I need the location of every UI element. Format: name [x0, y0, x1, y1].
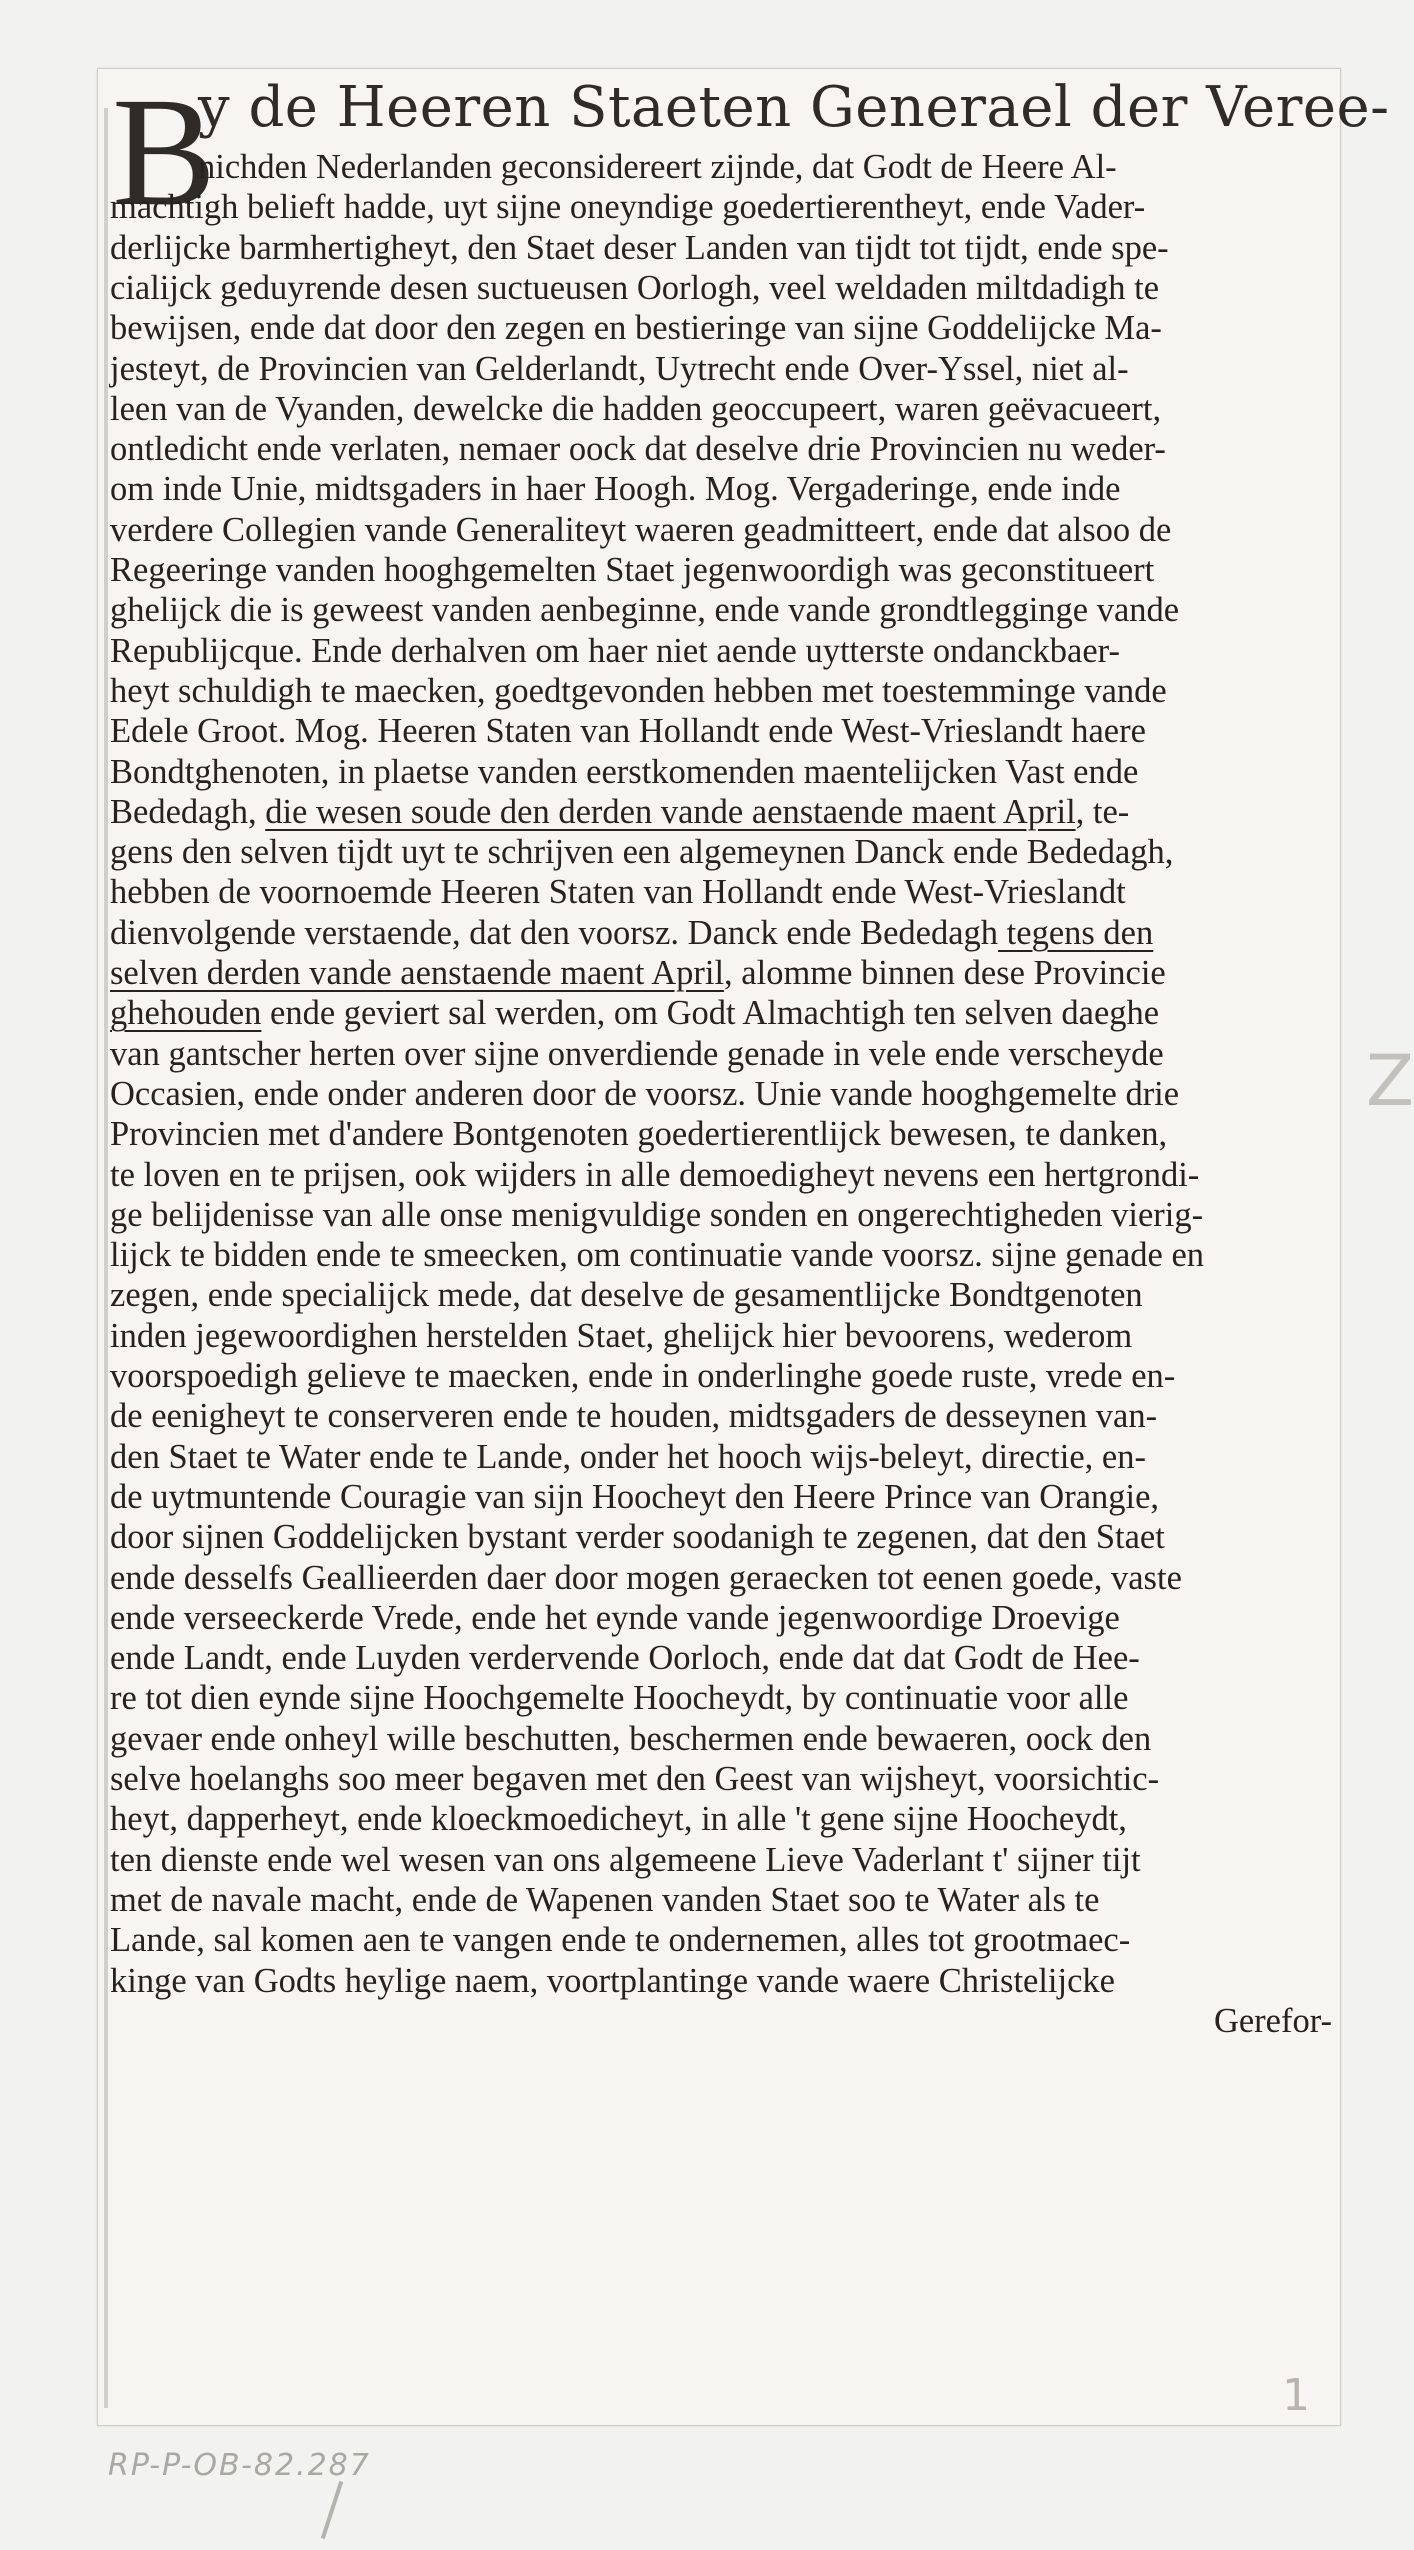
text-line [110, 1880, 1332, 1920]
text-line [110, 993, 1332, 1033]
text-segment: ghelijck die is geweest vanden aenbeginne, ende vande grondtlegginge vande [110, 591, 1180, 630]
catchword: Gerefor- [1213, 2001, 1332, 2040]
text-line [110, 1275, 1332, 1315]
text-segment: gevaer ende onheyl wille beschutten, beschermen ende bewaeren, oock den [110, 1719, 1152, 1758]
text-line [110, 1437, 1332, 1477]
inventory-number: RP-P-OB-82.287 [108, 2448, 371, 2483]
text-line [110, 671, 1332, 711]
text-line [110, 872, 1332, 912]
text-segment: inden jegewoordighen herstelden Staet, ghelijck hier bevoorens, wederom [110, 1316, 1133, 1355]
text-segment: Occasien, ende onder anderen door de voorsz. Unie vande hooghgemelte drie [110, 1074, 1180, 1113]
text-line [110, 1517, 1332, 1557]
text-segment: kinge van Godts heylige naem, voortplantinge vande waere Christelijcke [110, 1961, 1115, 2000]
text-segment: Bededagh, [110, 792, 266, 831]
text-line [110, 1598, 1332, 1638]
text-line [110, 1759, 1332, 1799]
text-line [110, 590, 1332, 630]
text-line [110, 1961, 1332, 2001]
text-line [110, 389, 1332, 429]
text-line [110, 1316, 1332, 1356]
text-segment: , alomme binnen dese Provincie [724, 954, 1166, 992]
text-line [110, 308, 1332, 348]
pencil-page-number: 1 [1282, 2370, 1310, 2421]
text-segment: selve hoelanghs soo meer begaven met den Geest van wijsheyt, voorsichtic- [110, 1760, 1160, 1798]
text-segment: Provincien met d'andere Bontgenoten goedertierentlijck bewesen, te danken, [110, 1115, 1168, 1154]
drop-cap-initial: B [112, 65, 217, 238]
text-line [110, 1477, 1332, 1517]
text-line [110, 832, 1332, 872]
text-segment: met de navale macht, ende de Wapenen vanden Staet soo te Water als te [110, 1880, 1100, 1919]
text-segment: den Staet te Water ende te Lande, onder het hooch wijs-beleyt, directie, en- [110, 1437, 1146, 1476]
text-line [110, 1396, 1332, 1436]
text-line [110, 1638, 1332, 1678]
text-line [110, 711, 1332, 751]
text-line [110, 429, 1332, 469]
text-segment: gens den selven tijdt uyt te schrijven een algemeynen Danck ende Bededagh, [110, 833, 1174, 872]
text-segment: hebben de voornoemde Heeren Staten van Hollandt ende West-Vrieslandt [110, 873, 1126, 912]
text-segment: Lande, sal komen aen te vangen ende te ondernemen, alles tot grootmaec- [110, 1921, 1131, 1960]
text-line [110, 1920, 1332, 1960]
text-segment: Regeeringe vanden hooghgemelten Staet jegenwoordigh was geconstitueert [110, 551, 1155, 589]
text-line [110, 1840, 1332, 1880]
text-line [110, 510, 1332, 550]
text-line [110, 268, 1332, 308]
text-line [110, 550, 1332, 590]
text-line [110, 752, 1332, 792]
text-segment: machtigh belieft hadde, uyt sijne oneyndige goedertierentheyt, ende Vader- [110, 188, 1146, 227]
text-segment: om inde Unie, midtsgaders in haer Hoogh. Mog. Vergaderinge, ende inde [110, 470, 1121, 509]
text-line [110, 1195, 1332, 1235]
text-segment: de uytmuntende Couragie van sijn Hoocheyt den Heere Prince van Orangie, [110, 1477, 1160, 1516]
text-segment: van gantscher herten over sijne onverdiende genade in vele ende verscheyde [110, 1034, 1164, 1073]
underlined-text: die wesen soude den derden vande aenstaende maent April [265, 792, 1076, 831]
text-segment: nichden Nederlanden geconsidereert zijnde, dat Godt de Heere Al- [198, 148, 1117, 186]
text-segment: Edele Groot. Mog. Heeren Staten van Hollandt ende West-Vrieslandt haere [110, 712, 1146, 751]
text-segment: ende Landt, ende Luyden verdervende Oorloch, ende dat dat Godt de Hee- [110, 1639, 1140, 1678]
text-segment: heyt schuldigh te maecken, goedtgevonden hebben met toestemminge vande [110, 671, 1167, 710]
text-line [110, 913, 1332, 953]
text-line [110, 1799, 1332, 1839]
text-segment: heyt, dapperheyt, ende kloeckmoedicheyt, in alle 't gene sijne Hoocheydt, [110, 1800, 1127, 1839]
text-segment: derlijcke barmhertigheyt, den Staet deser Landen van tijdt tot tijdt, ende spe- [110, 228, 1169, 267]
text-line [110, 1558, 1332, 1598]
text-segment: re tot dien eynde sijne Hoochgemelte Hoocheydt, by continuatie voor alle [110, 1679, 1129, 1718]
text-segment: te loven en te prijsen, ook wijders in alle demoedigheyt nevens een hertgrondi- [110, 1155, 1200, 1194]
text-segment: ende geviert sal werden, om Godt Almachtigh ten selven daeghe [261, 994, 1160, 1033]
text-segment: Bondtghenoten, in plaetse vanden eerstkomenden maentelijcken Vast ende [110, 752, 1139, 791]
text-line [110, 1114, 1332, 1154]
text-segment: ge belijdenisse van alle onse menigvuldige sonden en ongerechtigheden vierig- [110, 1195, 1204, 1234]
text-segment: ende verseeckerde Vrede, ende het eynde vande jegenwoordige Droevige [110, 1598, 1120, 1637]
text-segment: de eenigheyt te conserveren ende te houden, midtsgaders de desseynen van- [110, 1397, 1158, 1436]
text-segment: , te- [1075, 792, 1130, 831]
text-line [110, 1074, 1332, 1114]
text-line [110, 1356, 1332, 1396]
text-segment: voorspoedigh gelieve te maecken, ende in onderlinghe goede ruste, vrede en- [110, 1357, 1176, 1395]
text-line [110, 187, 1332, 227]
text-line [110, 1719, 1332, 1759]
text-segment: lijck te bidden ende te smeecken, om continuatie vande voorsz. sijne genade en [110, 1236, 1205, 1275]
text-segment: bewijsen, ende dat door den zegen en bestieringe van sijne Goddelijcke Ma- [110, 309, 1162, 348]
text-segment: ten dienste ende wel wesen van ons algemeene Lieve Vaderlant t' sijner tijt [110, 1840, 1141, 1879]
text-line [110, 631, 1332, 671]
text-line [110, 228, 1332, 268]
text-segment: Republijcque. Ende derhalven om haer niet aende uytterste ondanckbaer- [110, 631, 1120, 670]
text-segment: ontledicht ende verlaten, nemaer oock dat deselve drie Provincien nu weder- [110, 430, 1166, 469]
text-line [110, 1034, 1332, 1074]
document-heading: y de Heeren Staeten Generael der Veree- [198, 75, 1390, 140]
text-line [110, 349, 1332, 389]
text-line [110, 1155, 1332, 1195]
underlined-text: selven derden vande aenstaende maent April [110, 954, 725, 992]
text-segment: jesteyt, de Provincien van Gelderlandt, Uytrecht ende Over-Yssel, niet al- [110, 349, 1129, 388]
text-line [110, 792, 1332, 832]
pencil-margin-mark: Z [1366, 1040, 1414, 1122]
underlined-text: ghehouden [110, 994, 262, 1033]
text-segment: cialijck geduyrende desen suctueusen Oorlogh, veel weldaden miltdadigh te [110, 268, 1160, 307]
text-segment: verdere Collegien vande Generaliteyt waeren geadmitteert, ende dat alsoo de [110, 510, 1172, 549]
underlined-text: tegens den [998, 913, 1154, 952]
text-line [110, 469, 1332, 509]
text-line [110, 1235, 1332, 1275]
text-line [110, 953, 1332, 993]
text-segment: zegen, ende specialijck mede, dat deselve de gesamentlijcke Bondtgenoten [110, 1276, 1143, 1315]
text-segment: door sijnen Goddelijcken bystant verder soodanigh te zegenen, dat den Staet [110, 1518, 1165, 1557]
text-segment: leen van de Vyanden, dewelcke die hadden geoccupeert, waren geëvacueert, [110, 389, 1162, 428]
mount-edge-line [104, 108, 108, 2408]
text-line [198, 147, 1332, 187]
inventory-slash-mark [321, 2481, 343, 2539]
text-segment: dienvolgende verstaende, dat den voorsz. Danck ende Bededagh [110, 913, 999, 952]
text-line [110, 1678, 1332, 1718]
text-segment: ende desselfs Geallieerden daer door mogen geraecken tot eenen goede, vaste [110, 1558, 1182, 1597]
